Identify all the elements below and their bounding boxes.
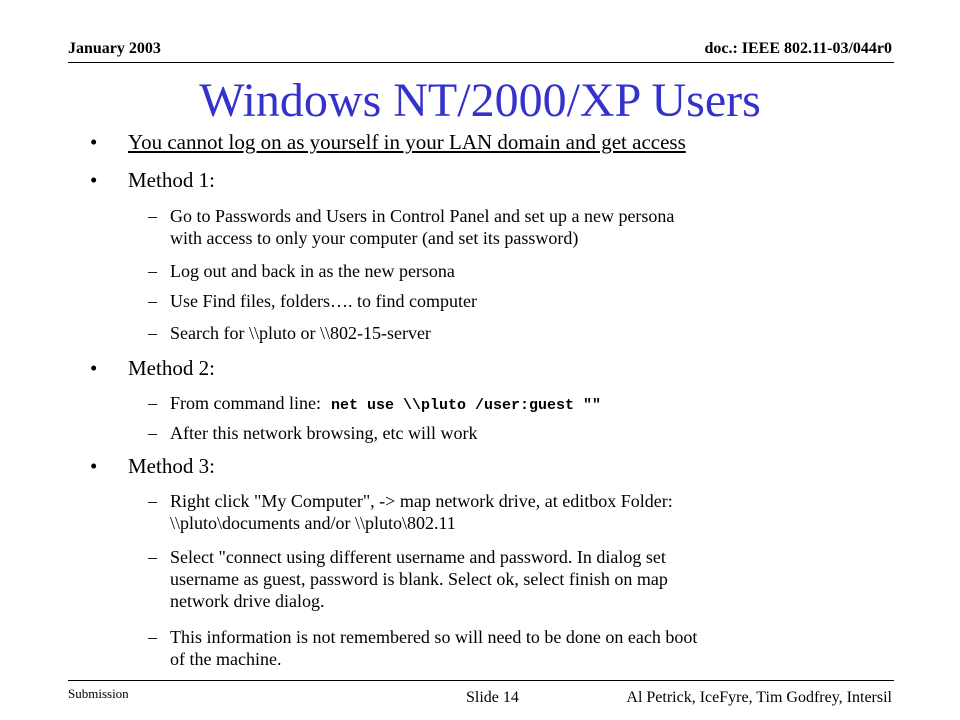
dash-icon: –: [148, 547, 157, 567]
method2-cmd: net use \\pluto /user:guest "": [330, 397, 602, 414]
method3-item-line: username as guest, password is blank. Select ok, select finish on map: [170, 569, 668, 589]
header-doc-id: doc.: IEEE 802.11-03/044r0: [704, 40, 892, 57]
method3-item-line: Select "connect using different username and password. In dialog set: [170, 547, 666, 567]
bullet-icon: •: [90, 454, 98, 478]
method3-item-line: network drive dialog.: [170, 591, 325, 611]
method3-item-line: This information is not remembered so will need to be done on each boot: [170, 627, 698, 647]
method1-item-line: Log out and back in as the new persona: [170, 261, 455, 281]
bullet-icon: •: [90, 168, 98, 192]
header-rule: [68, 62, 894, 63]
footer-rule: [68, 680, 894, 681]
footer-submission: Submission: [68, 686, 129, 701]
method3-item-line: Right click "My Computer", -> map network drive, at editbox Folder:: [170, 491, 673, 511]
dash-icon: –: [148, 393, 157, 413]
dash-icon: –: [148, 291, 157, 311]
method2-label: Method 2:: [128, 356, 215, 380]
method1-item-line: with access to only your computer (and set its password): [170, 228, 579, 248]
dash-icon: –: [148, 627, 157, 647]
footer-slide-number: Slide 14: [466, 689, 519, 706]
bullet-icon: •: [90, 130, 98, 154]
dash-icon: –: [148, 206, 157, 226]
footer-authors: Al Petrick, IceFyre, Tim Godfrey, Intersil: [626, 689, 892, 706]
slide-title: Windows NT/2000/XP Users: [199, 74, 761, 127]
method2-command-line: [170, 392, 880, 417]
method3-label: Method 3:: [128, 454, 215, 478]
method3-item-line: \\pluto\documents and/or \\pluto\802.11: [170, 513, 456, 533]
method2-after: After this network browsing, etc will work: [170, 423, 478, 443]
method2-cmd-prefix: From command line:: [170, 393, 321, 413]
dash-icon: –: [148, 323, 157, 343]
method1-item-line: Search for \\pluto or \\802-15-server: [170, 323, 431, 343]
method1-item-line: Go to Passwords and Users in Control Panel and set up a new persona: [170, 206, 675, 226]
intro-bullet: You cannot log on as yourself in your LAN domain and get access: [128, 130, 686, 154]
dash-icon: –: [148, 423, 157, 443]
bullet-icon: •: [90, 356, 98, 380]
dash-icon: –: [148, 261, 157, 281]
header-date: January 2003: [68, 40, 161, 57]
method1-item-line: Use Find files, folders…. to find computer: [170, 291, 477, 311]
method1-label: Method 1:: [128, 168, 215, 192]
dash-icon: –: [148, 491, 157, 511]
method3-item-line: of the machine.: [170, 649, 282, 669]
